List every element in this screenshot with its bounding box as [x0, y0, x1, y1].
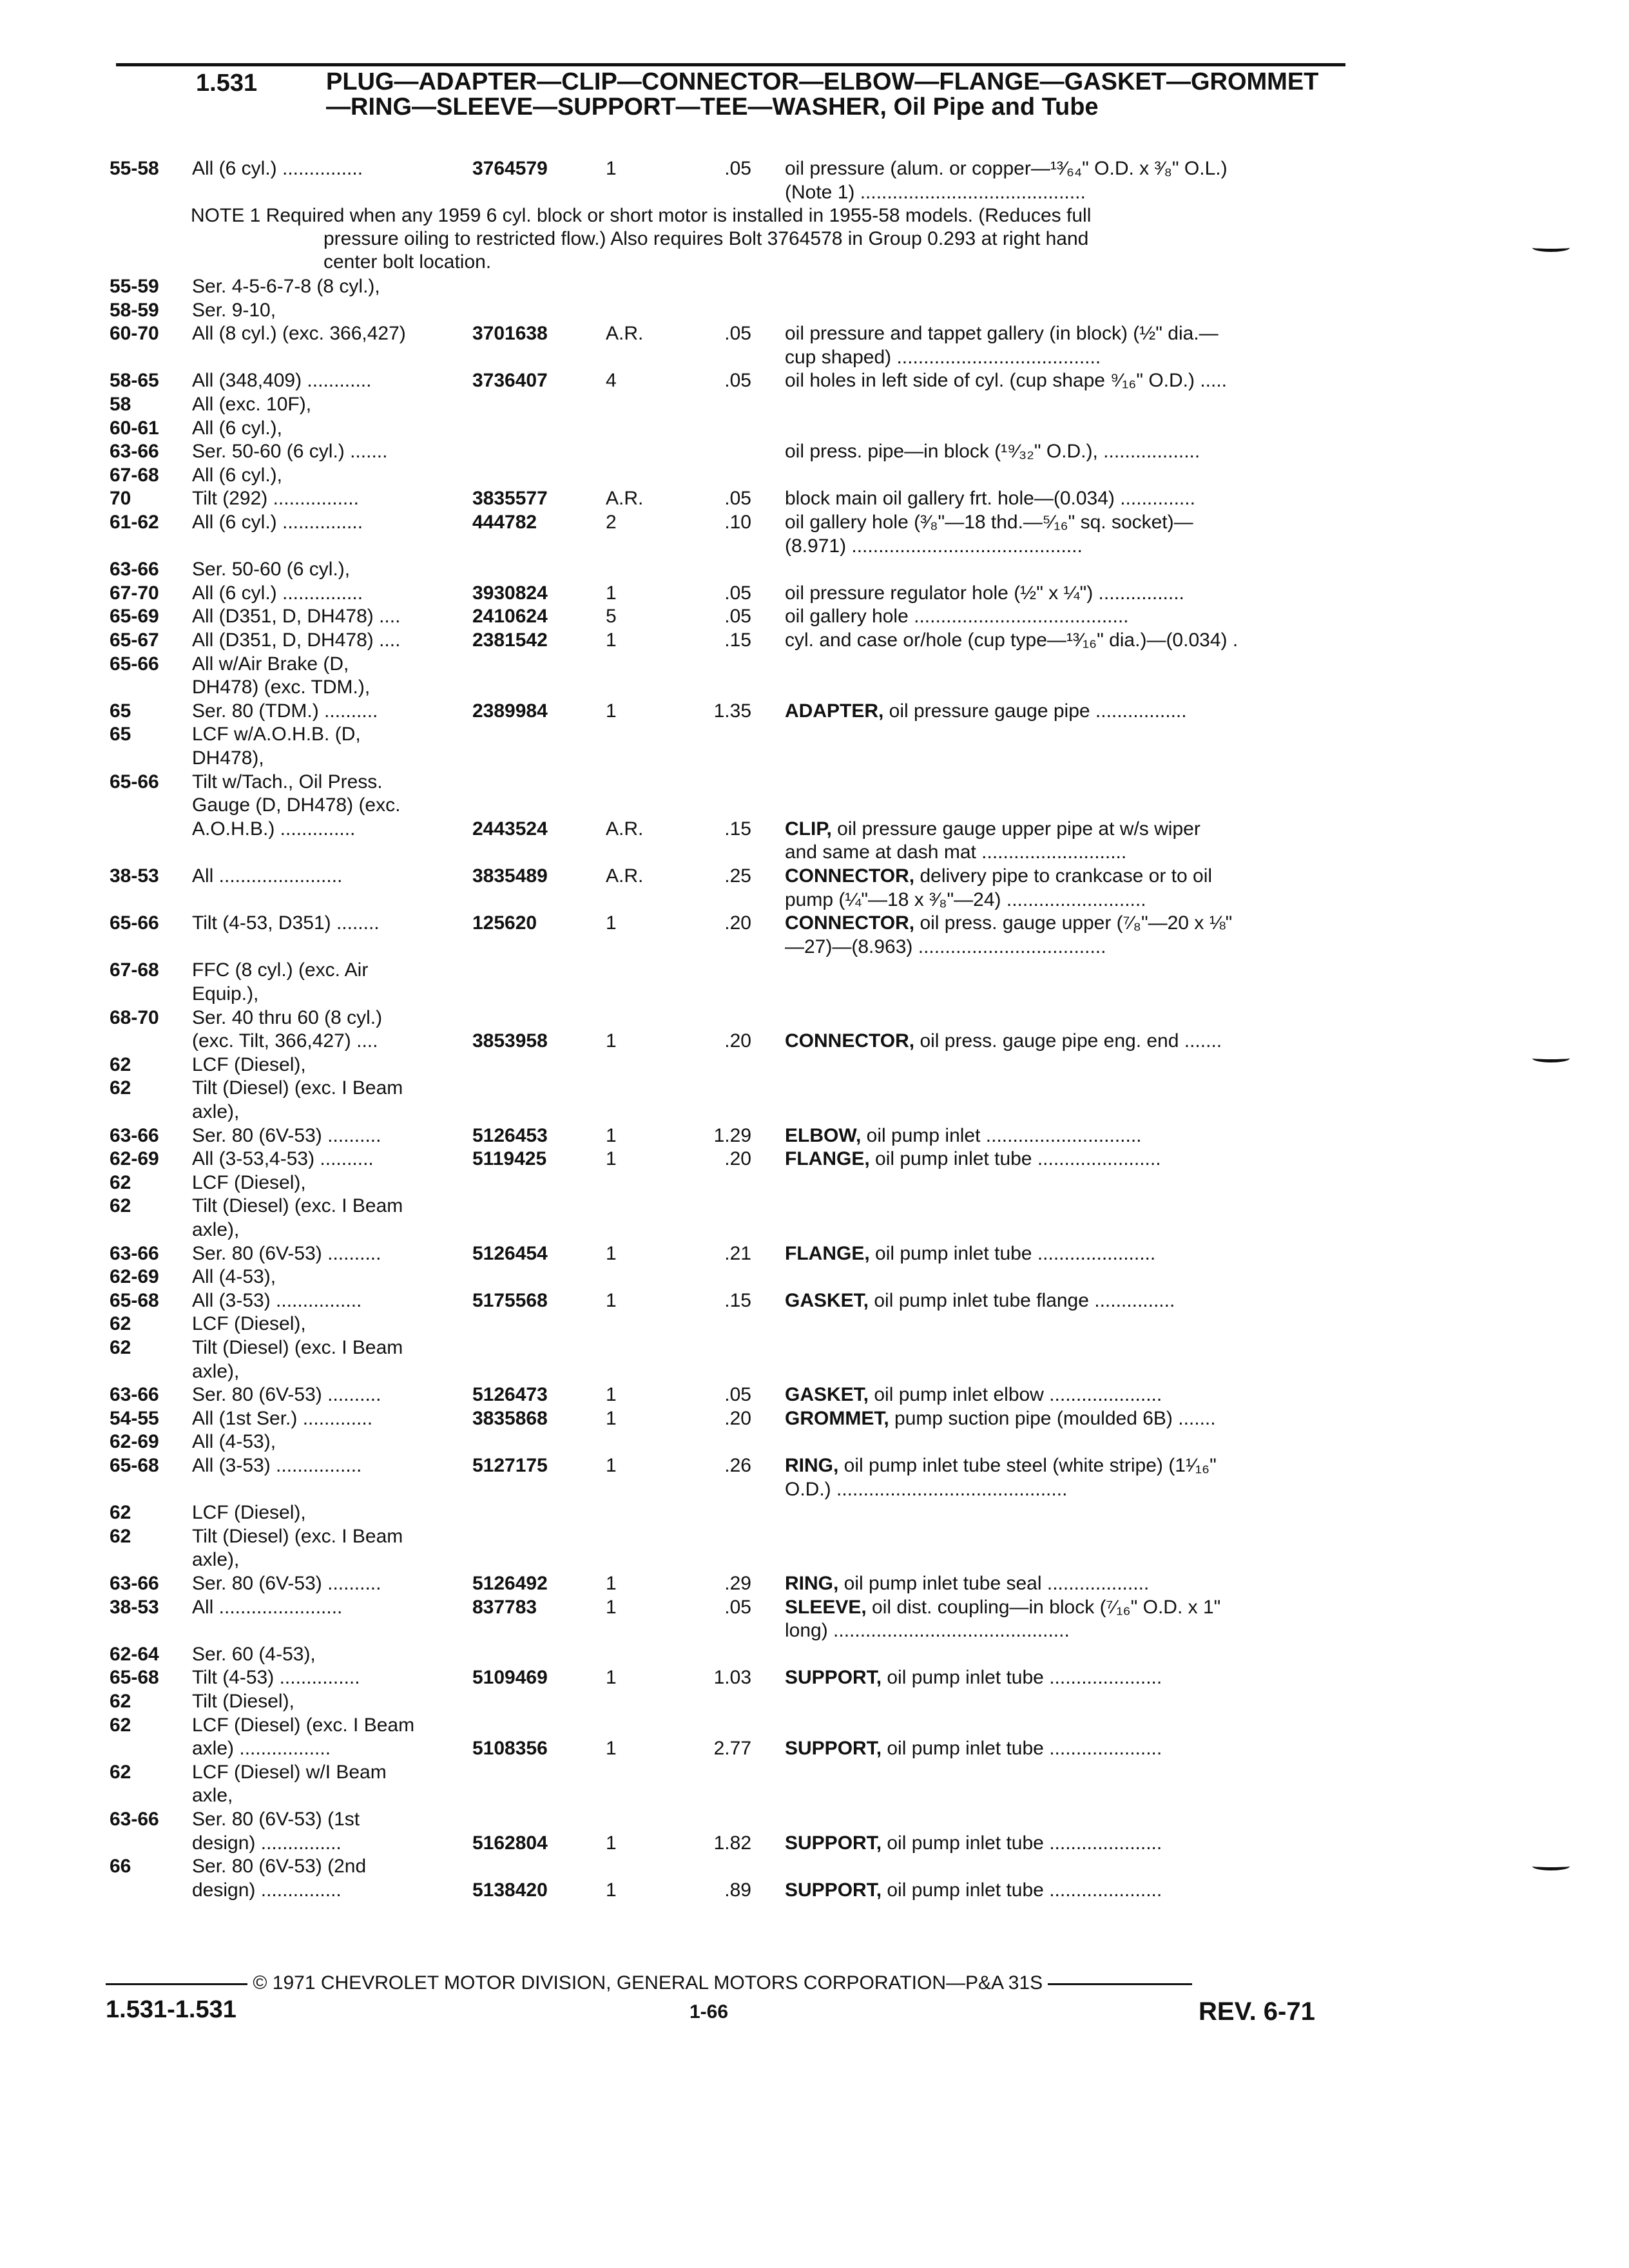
price-cell: 1.29	[713, 1125, 751, 1146]
year-cell: 62	[110, 1195, 131, 1216]
description-cell	[785, 1124, 1339, 1148]
part-number-cell: 2389984	[472, 700, 548, 722]
part-name: SUPPORT,	[785, 1879, 882, 1901]
description-text: oil pump inlet tube .....................	[882, 1738, 1162, 1759]
application-cell: (exc. Tilt, 366,427) ....	[192, 1030, 378, 1052]
year-cell: 60-70	[110, 323, 159, 344]
description-cell	[785, 1148, 1339, 1171]
description-cell	[785, 322, 1339, 345]
application-cell: LCF (Diesel) (exc. I Beam	[192, 1715, 415, 1736]
application-cell: Ser. 4-5-6-7-8 (8 cyl.),	[192, 276, 380, 297]
description-cell	[785, 865, 1339, 888]
description-cell	[785, 700, 1339, 723]
binding-mark	[1532, 1054, 1570, 1062]
part-name: GASKET,	[785, 1384, 869, 1405]
footer-copyright-line	[106, 1972, 1336, 1995]
application-cell: LCF (Diesel) w/I Beam	[192, 1762, 387, 1783]
price-cell: .05	[724, 606, 751, 627]
description-text: delivery pipe to crankcase or to oil	[914, 865, 1213, 887]
application-cell: All (3-53) ................	[192, 1290, 362, 1311]
description-cell	[785, 889, 1339, 912]
year-cell: 65-67	[110, 629, 159, 651]
year-cell: 65-68	[110, 1455, 159, 1476]
application-cell: LCF (Diesel),	[192, 1172, 306, 1193]
application-cell: Ser. 80 (6V-53) (1st	[192, 1809, 360, 1830]
application-cell: All (4-53),	[192, 1431, 276, 1452]
description-cell	[785, 1666, 1339, 1689]
description-text: oil pressure gauge upper pipe at w/s wiper	[831, 818, 1200, 840]
quantity-cell: 1	[606, 629, 617, 651]
quantity-cell: 1	[606, 1832, 617, 1854]
description-text: oil pump inlet tube seal ...................	[838, 1573, 1150, 1594]
year-cell: 38-53	[110, 1597, 159, 1618]
year-cell: 65-69	[110, 606, 159, 627]
application-cell: design) ...............	[192, 1879, 342, 1901]
price-cell: .10	[724, 512, 751, 533]
part-name: RING,	[785, 1455, 839, 1476]
description-cell	[785, 157, 1339, 180]
application-cell: FFC (8 cyl.) (exc. Air	[192, 959, 369, 981]
part-number-cell: 125620	[472, 912, 537, 934]
quantity-cell: 1	[606, 1384, 617, 1405]
part-number-cell: 5127175	[472, 1455, 548, 1476]
quantity-cell: 1	[606, 1125, 617, 1146]
description-cell	[785, 1030, 1339, 1053]
price-cell: .05	[724, 488, 751, 509]
application-cell: axle) .................	[192, 1738, 331, 1759]
part-name: FLANGE,	[785, 1243, 870, 1264]
part-number-cell: 5138420	[472, 1879, 548, 1901]
year-cell: 62-69	[110, 1148, 159, 1169]
part-name: CONNECTOR,	[785, 1030, 915, 1052]
application-cell: Ser. 40 thru 60 (8 cyl.)	[192, 1007, 383, 1028]
application-cell: All (exc. 10F),	[192, 394, 312, 415]
top-rule	[116, 63, 1345, 66]
part-number-cell: 3701638	[472, 323, 548, 344]
year-cell: 62	[110, 1715, 131, 1736]
year-cell: 54-55	[110, 1408, 159, 1429]
note-line-1: NOTE 1 Required when any 1959 6 cyl. block or short motor is installed in 1955-58 models. (Reduces full	[191, 205, 1092, 226]
price-cell: .05	[724, 158, 751, 179]
quantity-cell: 1	[606, 1879, 617, 1901]
application-cell: Tilt (Diesel) (exc. I Beam	[192, 1337, 403, 1358]
price-cell: 1.35	[713, 700, 751, 722]
description-text: oil press. gauge upper (⁷⁄₈"—20 x ⅛"	[914, 912, 1233, 934]
note-1	[191, 204, 1338, 274]
part-number-cell: 5109469	[472, 1667, 548, 1688]
description-cell	[785, 369, 1339, 392]
description-text: oil pressure (alum. or copper—¹³⁄₆₄" O.D. x ³⁄₈" O.L.)	[785, 158, 1228, 179]
year-cell: 62	[110, 1313, 131, 1334]
note-line-3: center bolt location.	[323, 251, 492, 273]
description-text: cyl. and case or/hole (cup type—¹³⁄₁₆" dia.)—(0.034) .	[785, 629, 1239, 651]
description-cell	[785, 605, 1339, 628]
footer-rule-left	[106, 1983, 247, 1985]
description-text: oil pump inlet tube .......................	[869, 1148, 1161, 1169]
part-number-cell: 3853958	[472, 1030, 548, 1052]
quantity-cell: 1	[606, 1573, 617, 1594]
part-name: GASKET,	[785, 1290, 869, 1311]
application-cell: All (D351, D, DH478) ....	[192, 606, 401, 627]
price-cell: .25	[724, 865, 751, 887]
part-number-cell: 5108356	[472, 1738, 548, 1759]
year-cell: 63-66	[110, 559, 159, 580]
footer-copyright: © 1971 CHEVROLET MOTOR DIVISION, GENERAL MOTORS CORPORATION—P&A 31S	[253, 1972, 1043, 1994]
quantity-cell: 1	[606, 1148, 617, 1169]
part-number-cell: 3835577	[472, 488, 548, 509]
application-cell: All (8 cyl.) (exc. 366,427)	[192, 323, 406, 344]
description-cell	[785, 1454, 1339, 1477]
application-cell: All (348,409) ............	[192, 370, 372, 391]
part-name: ELBOW,	[785, 1125, 862, 1146]
footer-section-range: 1.531-1.531	[106, 1996, 236, 2023]
year-cell: 62	[110, 1337, 131, 1358]
application-cell: axle),	[192, 1219, 240, 1240]
year-cell: 62	[110, 1077, 131, 1099]
price-cell: .05	[724, 1384, 751, 1405]
application-cell: Tilt (4-53) ...............	[192, 1667, 360, 1688]
description-text: —27)—(8.963) ...................................	[785, 936, 1106, 957]
year-cell: 55-58	[110, 158, 159, 179]
part-number-cell: 5126453	[472, 1125, 548, 1146]
price-cell: .05	[724, 582, 751, 604]
year-cell: 65-66	[110, 653, 159, 675]
application-cell: Tilt (Diesel) (exc. I Beam	[192, 1195, 403, 1216]
application-cell: All (1st Ser.) .............	[192, 1408, 373, 1429]
quantity-cell: 1	[606, 1738, 617, 1759]
part-number-cell: 2410624	[472, 606, 548, 627]
description-cell	[785, 629, 1339, 652]
year-cell: 65-68	[110, 1290, 159, 1311]
price-cell: .89	[724, 1879, 751, 1901]
year-cell: 68-70	[110, 1007, 159, 1028]
part-number-cell: 444782	[472, 512, 537, 533]
footer-revision: REV. 6-71	[1199, 1997, 1315, 2026]
description-cell	[785, 818, 1339, 841]
application-cell: axle),	[192, 1361, 240, 1382]
year-cell: 62	[110, 1762, 131, 1783]
description-cell	[785, 1879, 1339, 1902]
description-cell	[785, 1289, 1339, 1312]
part-number-cell: 3764579	[472, 158, 548, 179]
application-cell: Tilt (Diesel) (exc. I Beam	[192, 1526, 403, 1547]
description-text: oil pump inlet elbow .....................	[869, 1384, 1162, 1405]
part-name: FLANGE,	[785, 1148, 870, 1169]
quantity-cell: 1	[606, 700, 617, 722]
quantity-cell: A.R.	[606, 488, 644, 509]
description-cell	[785, 1619, 1339, 1642]
description-text: (Note 1) ..........................................	[785, 182, 1086, 203]
application-cell: Ser. 80 (6V-53) ..........	[192, 1243, 381, 1264]
quantity-cell: 1	[606, 1243, 617, 1264]
description-cell	[785, 1383, 1339, 1407]
description-cell	[785, 511, 1339, 534]
description-text: oil holes in left side of cyl. (cup shape ⁹⁄₁₆" O.D.) .....	[785, 370, 1228, 391]
year-cell: 62	[110, 1691, 131, 1712]
description-cell	[785, 582, 1339, 605]
application-cell: All (D351, D, DH478) ....	[192, 629, 401, 651]
price-cell: .21	[724, 1243, 751, 1264]
year-cell: 67-70	[110, 582, 159, 604]
application-cell: All (6 cyl.) ...............	[192, 158, 363, 179]
part-number-cell: 5126473	[472, 1384, 548, 1405]
description-cell	[785, 1596, 1339, 1619]
year-cell: 60-61	[110, 418, 159, 439]
application-cell: All (3-53) ................	[192, 1455, 362, 1476]
price-cell: .05	[724, 1597, 751, 1618]
price-cell: .15	[724, 818, 751, 840]
description-text: oil press. gauge pipe eng. end .......	[914, 1030, 1222, 1052]
description-cell	[785, 181, 1339, 204]
year-cell: 61-62	[110, 512, 159, 533]
application-cell: All (4-53),	[192, 1266, 276, 1287]
description-text: oil pump inlet tube .....................	[882, 1667, 1162, 1688]
application-cell: All w/Air Brake (D,	[192, 653, 349, 675]
quantity-cell: 2	[606, 512, 617, 533]
price-cell: 2.77	[713, 1738, 751, 1759]
description-text: oil pressure regulator hole (½" x ¼") ................	[785, 582, 1184, 604]
application-cell: Ser. 80 (TDM.) ..........	[192, 700, 378, 722]
year-cell: 66	[110, 1856, 131, 1877]
description-cell	[785, 912, 1339, 935]
part-name: SUPPORT,	[785, 1738, 882, 1759]
application-cell: Equip.),	[192, 983, 259, 1004]
application-cell: axle,	[192, 1785, 233, 1806]
application-cell: axle),	[192, 1101, 240, 1122]
year-cell: 63-66	[110, 1809, 159, 1830]
part-name: CONNECTOR,	[785, 912, 915, 934]
description-cell	[785, 440, 1339, 463]
application-cell: DH478),	[192, 747, 264, 769]
description-text: oil gallery hole ........................................	[785, 606, 1129, 627]
price-cell: .20	[724, 1148, 751, 1169]
description-cell	[785, 1478, 1339, 1501]
year-cell: 58	[110, 394, 131, 415]
application-cell: Ser. 80 (6V-53) ..........	[192, 1573, 381, 1594]
price-cell: .05	[724, 370, 751, 391]
description-text: long) ............................................	[785, 1620, 1070, 1641]
year-cell: 58-59	[110, 300, 159, 321]
year-cell: 55-59	[110, 276, 159, 297]
application-cell: Ser. 80 (6V-53) ..........	[192, 1125, 381, 1146]
application-cell: Ser. 50-60 (6 cyl.) .......	[192, 441, 388, 462]
description-text: block main oil gallery frt. hole—(0.034) ..............	[785, 488, 1195, 509]
year-cell: 62	[110, 1172, 131, 1193]
application-cell: LCF (Diesel),	[192, 1502, 306, 1523]
description-text: oil pressure and tappet gallery (in block) (½" dia.—	[785, 323, 1219, 344]
price-cell: .29	[724, 1573, 751, 1594]
part-number-cell: 5162804	[472, 1832, 548, 1854]
part-name: ADAPTER,	[785, 700, 884, 722]
part-number-cell: 3930824	[472, 582, 548, 604]
year-cell: 63-66	[110, 1384, 159, 1405]
quantity-cell: 5	[606, 606, 617, 627]
quantity-cell: 1	[606, 1597, 617, 1618]
quantity-cell: A.R.	[606, 818, 644, 840]
description-text: oil pressure gauge pipe .................	[883, 700, 1187, 722]
part-number-cell: 5126492	[472, 1573, 548, 1594]
price-cell: .05	[724, 323, 751, 344]
description-text: oil pump inlet .............................	[861, 1125, 1142, 1146]
price-cell: .20	[724, 912, 751, 934]
section-title: PLUG—ADAPTER—CLIP—CONNECTOR—ELBOW—FLANGE—GASKET—GROMMET—RING—SLEEVE—SUPPORT—TEE—WASHER, Oil Pipe and Tube	[326, 68, 1319, 120]
year-cell: 62-64	[110, 1644, 159, 1665]
description-text: oil gallery hole (³⁄₈"—18 thd.—⁵⁄₁₆" sq. socket)—	[785, 512, 1193, 533]
year-cell: 62	[110, 1526, 131, 1547]
application-cell: All (6 cyl.),	[192, 465, 283, 486]
year-cell: 62	[110, 1502, 131, 1523]
year-cell: 65	[110, 700, 131, 722]
part-number-cell: 3736407	[472, 370, 548, 391]
description-text: (8.971) ...........................................	[785, 535, 1083, 557]
description-text: oil pump inlet tube ......................	[869, 1243, 1156, 1264]
description-cell	[785, 487, 1339, 510]
year-cell: 70	[110, 488, 131, 509]
application-cell: Tilt (Diesel) (exc. I Beam	[192, 1077, 403, 1099]
description-text: oil dist. coupling—in block (⁷⁄₁₆" O.D. x 1"	[866, 1597, 1221, 1618]
year-cell: 63-66	[110, 1243, 159, 1264]
description-text: oil pump inlet tube .....................	[882, 1879, 1162, 1901]
application-cell: Gauge (D, DH478) (exc.	[192, 794, 401, 816]
price-cell: 1.03	[713, 1667, 751, 1688]
part-name: SLEEVE,	[785, 1597, 867, 1618]
quantity-cell: 1	[606, 1408, 617, 1429]
part-number-cell: 5175568	[472, 1290, 548, 1311]
quantity-cell: A.R.	[606, 323, 644, 344]
application-cell: LCF (Diesel),	[192, 1313, 306, 1334]
description-cell	[785, 1832, 1339, 1855]
year-cell: 62-69	[110, 1431, 159, 1452]
quantity-cell: 1	[606, 1455, 617, 1476]
application-cell: All .......................	[192, 865, 343, 887]
part-name: GROMMET,	[785, 1408, 889, 1429]
quantity-cell: 4	[606, 370, 617, 391]
footer-rule-right	[1048, 1983, 1192, 1985]
description-cell	[785, 1242, 1339, 1265]
part-name: CLIP,	[785, 818, 832, 840]
application-cell: Ser. 80 (6V-53) (2nd	[192, 1856, 367, 1877]
part-number-cell: 5126454	[472, 1243, 548, 1264]
price-cell: 1.82	[713, 1832, 751, 1854]
application-cell: Tilt (4-53, D351) ........	[192, 912, 380, 934]
section-number: 1.531	[196, 70, 258, 97]
description-text: and same at dash mat ...........................	[785, 841, 1127, 863]
description-text: cup shaped) ......................................	[785, 347, 1101, 368]
part-name: SUPPORT,	[785, 1832, 882, 1854]
application-cell: Ser. 80 (6V-53) ..........	[192, 1384, 381, 1405]
application-cell: design) ...............	[192, 1832, 342, 1854]
quantity-cell: 1	[606, 912, 617, 934]
note-line-2: pressure oiling to restricted flow.) Also requires Bolt 3764578 in Group 0.293 at right hand	[323, 228, 1089, 249]
part-name: CONNECTOR,	[785, 865, 915, 887]
year-cell: 67-68	[110, 465, 159, 486]
quantity-cell: 1	[606, 158, 617, 179]
year-cell: 67-68	[110, 959, 159, 981]
binding-mark	[1532, 244, 1570, 252]
year-cell: 62	[110, 1054, 131, 1075]
application-cell: Ser. 60 (4-53),	[192, 1644, 316, 1665]
application-cell: All (3-53,4-53) ..........	[192, 1148, 374, 1169]
application-cell: A.O.H.B.) ..............	[192, 818, 356, 840]
year-cell: 65-68	[110, 1667, 159, 1688]
application-cell: All (6 cyl.) ...............	[192, 582, 363, 604]
application-cell: DH478) (exc. TDM.),	[192, 677, 371, 698]
application-cell: axle),	[192, 1549, 240, 1570]
year-cell: 65-66	[110, 771, 159, 793]
description-cell	[785, 1572, 1339, 1595]
description-text: oil press. pipe—in block (¹⁹⁄₃₂" O.D.), ..................	[785, 441, 1200, 462]
application-cell: All (6 cyl.) ...............	[192, 512, 363, 533]
description-text: oil pump inlet tube .....................	[882, 1832, 1162, 1854]
quantity-cell: 1	[606, 1290, 617, 1311]
description-cell	[785, 1737, 1339, 1760]
price-cell: .20	[724, 1030, 751, 1052]
description-cell	[785, 346, 1339, 369]
part-number-cell: 3835489	[472, 865, 548, 887]
application-cell: Ser. 9-10,	[192, 300, 276, 321]
application-cell: Ser. 50-60 (6 cyl.),	[192, 559, 351, 580]
price-cell: .26	[724, 1455, 751, 1476]
year-cell: 38-53	[110, 865, 159, 887]
description-text: oil pump inlet tube steel (white stripe) (1¹⁄₁₆"	[838, 1455, 1217, 1476]
year-cell: 58-65	[110, 370, 159, 391]
quantity-cell: 1	[606, 1030, 617, 1052]
price-cell: .20	[724, 1408, 751, 1429]
application-cell: LCF (Diesel),	[192, 1054, 306, 1075]
application-cell: Tilt w/Tach., Oil Press.	[192, 771, 383, 793]
year-cell: 62-69	[110, 1266, 159, 1287]
quantity-cell: 1	[606, 582, 617, 604]
application-cell: All .......................	[192, 1597, 343, 1618]
year-cell: 65-66	[110, 912, 159, 934]
year-cell: 63-66	[110, 1573, 159, 1594]
year-cell: 65	[110, 724, 131, 745]
quantity-cell: A.R.	[606, 865, 644, 887]
part-number-cell: 2381542	[472, 629, 548, 651]
price-cell: .15	[724, 629, 751, 651]
part-number-cell: 5119425	[472, 1148, 547, 1169]
price-cell: .15	[724, 1290, 751, 1311]
description-cell	[785, 936, 1339, 959]
description-cell	[785, 1407, 1339, 1430]
application-cell: Tilt (292) ................	[192, 488, 359, 509]
part-name: RING,	[785, 1573, 839, 1594]
description-text: pump (¼"—18 x ³⁄₈"—24) ..........................	[785, 889, 1146, 910]
binding-mark	[1532, 1862, 1570, 1870]
description-text: oil pump inlet tube flange ...............	[869, 1290, 1175, 1311]
description-cell	[785, 535, 1339, 558]
application-cell: Tilt (Diesel),	[192, 1691, 294, 1712]
part-number-cell: 837783	[472, 1597, 537, 1618]
part-number-cell: 3835868	[472, 1408, 548, 1429]
footer-page-number: 1-66	[689, 2001, 729, 2023]
description-text: pump suction pipe (moulded 6B) .......	[889, 1408, 1216, 1429]
quantity-cell: 1	[606, 1667, 617, 1688]
description-text: O.D.) ...........................................	[785, 1479, 1068, 1500]
part-name: SUPPORT,	[785, 1667, 882, 1688]
description-cell	[785, 841, 1339, 864]
application-cell: All (6 cyl.),	[192, 418, 283, 439]
application-cell: LCF w/A.O.H.B. (D,	[192, 724, 361, 745]
part-number-cell: 2443524	[472, 818, 548, 840]
year-cell: 63-66	[110, 1125, 159, 1146]
year-cell: 63-66	[110, 441, 159, 462]
